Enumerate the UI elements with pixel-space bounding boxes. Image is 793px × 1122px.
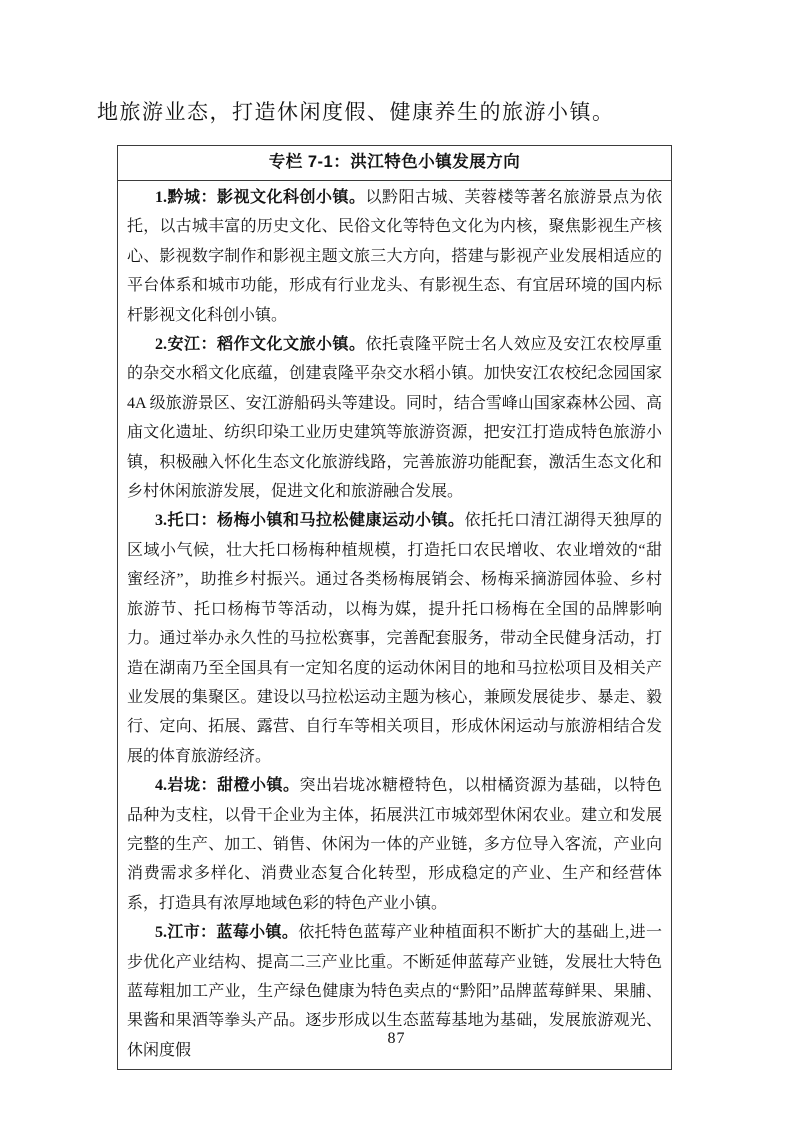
intro-paragraph: 地旅游业态，打造休闲度假、健康养生的旅游小镇。 — [97, 100, 615, 124]
paragraph-body: 依托袁隆平院士名人效应及安江农校厚重的杂交水稻文化底蕴，创建袁隆平杂交水稻小镇。加快安江农校纪念园国家 4A 级旅游景区、安江游船码头等建设。同时，结合雪峰山国家森林公园、高庙文化遗址、纺织印染工业历史建筑等旅游资源，把安江打造成特色旅游小镇，积极融入怀化生态文化旅游线路，完善旅游功能配套，激活生态文化和乡村休闲旅游发展，促进文化和旅游融合发展。 — [127, 336, 662, 501]
paragraph-lead: 3.托口：杨梅小镇和马拉松健康运动小镇。 — [155, 512, 465, 530]
paragraph-body: 突出岩垅冰糖橙特色，以柑橘资源为基础，以特色品种为支柱，以骨干企业为主体，拓展洪江市城郊型休闲农业。建立和发展完整的生产、加工、销售、休闲为一体的产业链，多方位导入客流，产业向消费需求多样化、消费业态复合化转型，形成稳定的产业、生产和经营体系，打造具有浓厚地域色彩的特色产业小镇。 — [127, 777, 662, 912]
paragraph-lead: 2.安江：稻作文化文旅小镇。 — [155, 336, 366, 354]
paragraph-body: 以黔阳古城、芙蓉楼等著名旅游景点为依托，以古城丰富的历史文化、民俗文化等特色文化为内核，聚焦影视生产核心、影视数字制作和影视主题文旅三大方向，搭建与影视产业发展相适应的平台体系和城市功能，形成有行业龙头、有影视生态、有宜居环境的国内标杆影视文化科创小镇。 — [127, 189, 662, 324]
page-number: 87 — [387, 1030, 406, 1047]
panel-paragraph-tuokou — [127, 506, 662, 771]
panel-paragraph-yanlong — [127, 771, 662, 918]
paragraph-lead: 5.江市：蓝莓小镇。 — [155, 924, 299, 942]
panel-paragraph-qiancheng — [127, 183, 662, 330]
paragraph-lead: 1.黔城：影视文化科创小镇。 — [155, 189, 366, 206]
panel-paragraph-anjiang — [127, 330, 662, 506]
paragraph-body: 依托托口清江湖得天独厚的区域小气候，壮大托口杨梅种植规模，打造托口农民增收、农业增效的“甜蜜经济”，助推乡村振兴。通过各类杨梅展销会、杨梅采摘游园体验、乡村旅游节、托口杨梅节等活动，以梅为媒，提升托口杨梅在全国的品牌影响力。通过举办永久性的马拉松赛事，完善配套服务，带动全民健身活动，打造在湖南乃至全国具有一定知名度的运动休闲目的地和马拉松项目及相关产业发展的集聚区。建设以马拉松运动主题为核心，兼顾发展徒步、暴走、毅行、定向、拓展、露营、自行车等相关项目，形成休闲运动与旅游相结合发展的体育旅游经济。 — [127, 512, 662, 765]
panel-title: 专栏 7-1：洪江特色小镇发展方向 — [118, 146, 671, 181]
panel-box — [117, 145, 672, 1070]
paragraph-lead: 4.岩垅：甜橙小镇。 — [155, 777, 300, 795]
paragraph-body: 依托特色蓝莓产业种植面积不断扩大的基础上,进一步优化产业结构、提高二三产业比重。不断延伸蓝莓产业链，发展壮大特色蓝莓粗加工产业，生产绿色健康为特色卖点的“黔阳”品牌蓝莓鲜果、果脯、果酱和果酒等拳头产品。逐步形成以生态蓝莓基地为基础，发展旅游观光、休闲度假 — [127, 924, 662, 1059]
panel-body — [118, 181, 671, 1069]
